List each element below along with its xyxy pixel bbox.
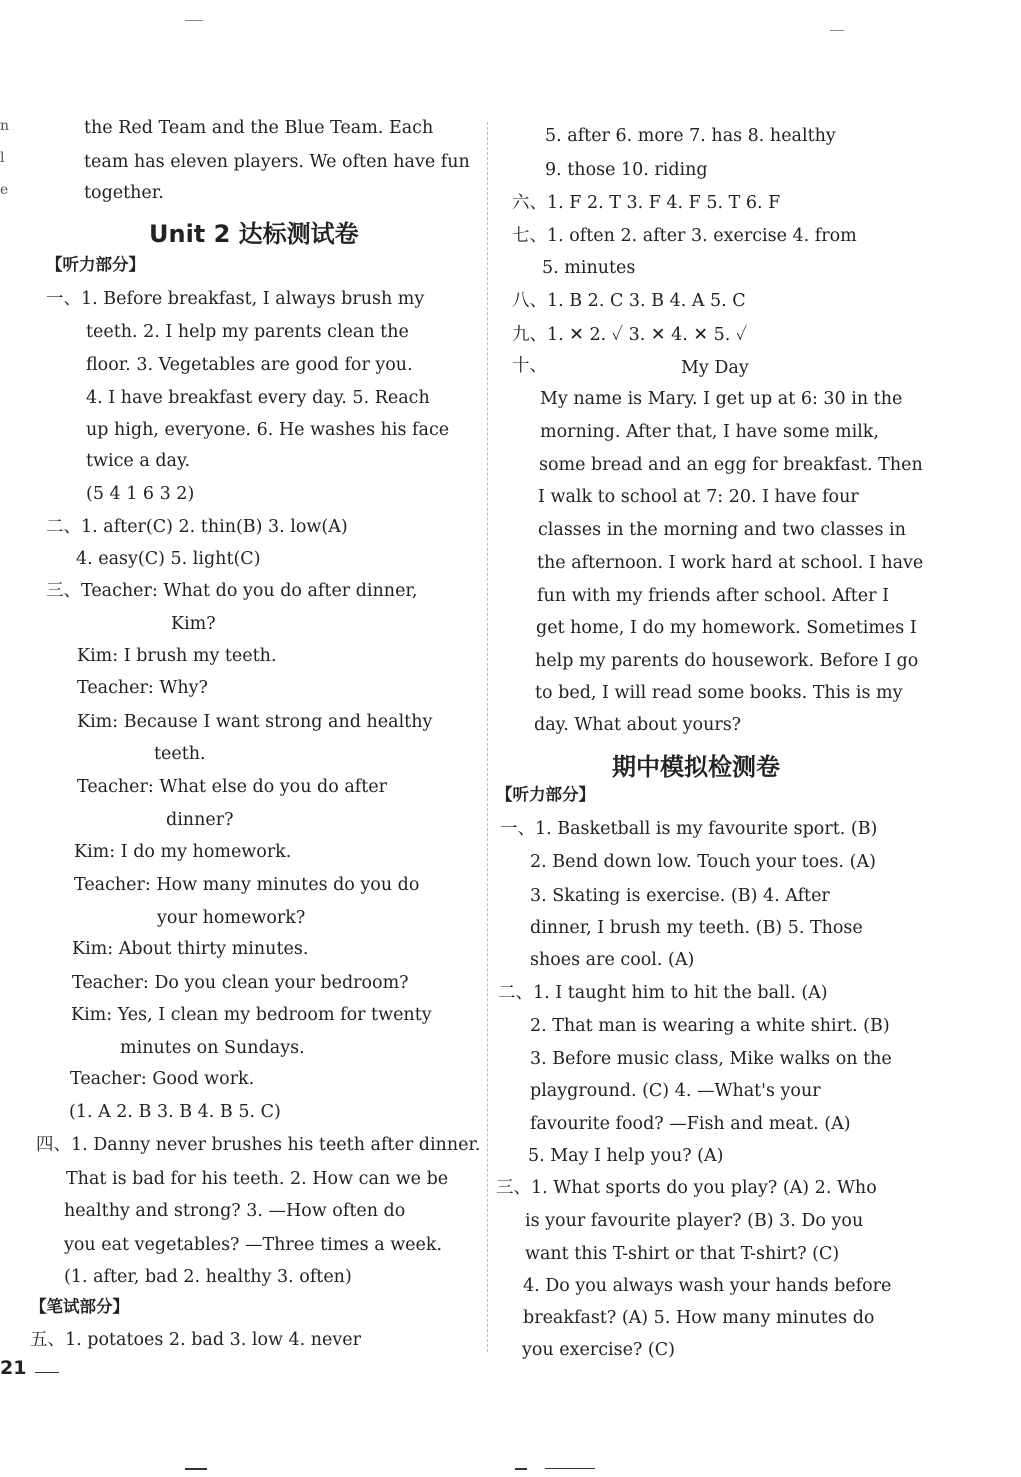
m3-line: breakfast? (A) 5. How many minutes do	[523, 1308, 875, 1328]
dialogue-line: dinner?	[166, 810, 234, 830]
scan-mark	[545, 1468, 595, 1469]
dialogue-line: Kim: About thirty minutes.	[72, 939, 309, 959]
m3-line: 4. Do you always wash your hands before	[523, 1276, 892, 1296]
q7-line: 七、1. often 2. after 3. exercise 4. from	[512, 226, 857, 246]
essay-line: classes in the morning and two classes in	[538, 520, 906, 540]
column-divider	[487, 122, 488, 1352]
dialogue-line: Teacher: How many minutes do you do	[74, 875, 420, 895]
m3-line: 三、1. What sports do you play? (A) 2. Who	[496, 1178, 877, 1198]
m1-line: shoes are cool. (A)	[530, 950, 695, 970]
essay-line: My name is Mary. I get up at 6: 30 in the	[540, 389, 903, 409]
m2-line: 二、1. I taught him to hit the ball. (A)	[498, 983, 828, 1003]
q4-answer: (1. after, bad 2. healthy 3. often)	[64, 1267, 352, 1287]
essay-line: fun with my friends after school. After I	[537, 586, 889, 606]
q1-line: twice a day.	[86, 451, 191, 471]
edge-fragment: n	[0, 118, 10, 134]
m2-line: playground. (C) 4. —What's your	[530, 1081, 821, 1101]
dialogue-line: Kim: Because I want strong and healthy	[77, 712, 433, 732]
dialogue-line: your homework?	[157, 908, 306, 928]
edge-fragment: l	[0, 150, 5, 166]
dialogue-line: 三、Teacher: What do you do after dinner,	[46, 581, 418, 601]
m1-line: 3. Skating is exercise. (B) 4. After	[530, 886, 830, 906]
q9-line: 九、1. ✕ 2. ✓ 3. ✕ 4. ✕ 5. ✓	[512, 325, 748, 345]
dialogue-line: Teacher: Why?	[77, 678, 208, 698]
q4-line: 四、1. Danny never brushes his teeth after dinner.	[36, 1135, 481, 1155]
essay-line: help my parents do housework. Before I go	[535, 651, 919, 671]
q3-answer: (1. A 2. B 3. B 4. B 5. C)	[69, 1102, 281, 1122]
intro-line: the Red Team and the Blue Team. Each	[84, 118, 434, 138]
m2-line: 2. That man is wearing a white shirt. (B)	[530, 1016, 890, 1036]
q4-line: you eat vegetables? —Three times a week.	[64, 1235, 443, 1255]
essay-line: morning. After that, I have some milk,	[540, 422, 879, 442]
q6-line: 六、1. F 2. T 3. F 4. F 5. T 6. F	[512, 193, 781, 213]
q1-line: up high, everyone. 6. He washes his face	[86, 420, 450, 440]
dialogue-line: Kim: Yes, I clean my bedroom for twenty	[71, 1005, 432, 1025]
m3-line: is your favourite player? (B) 3. Do you	[525, 1211, 864, 1231]
q8-line: 八、1. B 2. C 3. B 4. A 5. C	[512, 291, 746, 311]
unit-title: Unit 2 达标测试卷	[149, 220, 359, 248]
essay-line: some bread and an egg for breakfast. Then	[539, 455, 923, 475]
essay-line: I walk to school at 7: 20. I have four	[538, 487, 859, 507]
q2-line: 4. easy(C) 5. light(C)	[76, 549, 261, 569]
q5-line: 五、1. potatoes 2. bad 3. low 4. never	[30, 1330, 362, 1350]
midterm-title: 期中模拟检测卷	[612, 753, 780, 781]
edge-fragment: e	[0, 182, 9, 198]
q1-line: 4. I have breakfast every day. 5. Reach	[86, 388, 430, 408]
scan-mark	[830, 30, 844, 31]
dialogue-line: teeth.	[154, 744, 206, 764]
listening-header: 【听力部分】	[496, 785, 595, 804]
dialogue-line: minutes on Sundays.	[120, 1038, 305, 1058]
m2-line: favourite food? —Fish and meat. (A)	[530, 1114, 851, 1134]
q4-line: healthy and strong? 3. —How often do	[64, 1201, 406, 1221]
essay-line: day. What about yours?	[534, 715, 742, 735]
q1-line: 一、1. Before breakfast, I always brush my	[46, 289, 425, 309]
m3-line: you exercise? (C)	[522, 1340, 675, 1360]
q2-line: 二、1. after(C) 2. thin(B) 3. low(A)	[46, 517, 348, 537]
m3-line: want this T-shirt or that T-shirt? (C)	[525, 1244, 840, 1264]
scan-mark	[185, 1468, 207, 1470]
dialogue-line: Teacher: Good work.	[70, 1069, 255, 1089]
dialogue-line: Kim: I brush my teeth.	[77, 646, 277, 666]
writing-header: 【笔试部分】	[30, 1297, 129, 1316]
dialogue-line: Teacher: What else do you do after	[77, 777, 388, 797]
essay-title: My Day	[681, 358, 749, 378]
page-number: 21	[0, 1357, 27, 1379]
q10-label: 十、	[512, 356, 547, 376]
dialogue-line: Teacher: Do you clean your bedroom?	[72, 973, 409, 993]
listening-header: 【听力部分】	[46, 255, 145, 274]
m1-line: 2. Bend down low. Touch your toes. (A)	[530, 852, 876, 872]
m1-line: dinner, I brush my teeth. (B) 5. Those	[530, 918, 863, 938]
q5-line: 5. after 6. more 7. has 8. healthy	[545, 126, 836, 146]
m2-line: 5. May I help you? (A)	[528, 1146, 724, 1166]
q1-line: teeth. 2. I help my parents clean the	[86, 322, 409, 342]
dialogue-line: Kim: I do my homework.	[74, 842, 292, 862]
q7-line: 5. minutes	[542, 258, 636, 278]
essay-line: to bed, I will read some books. This is my	[535, 683, 903, 703]
scan-mark	[185, 20, 203, 21]
q1-answer: (5 4 1 6 3 2)	[86, 484, 195, 504]
dialogue-line: Kim?	[171, 614, 216, 634]
m2-line: 3. Before music class, Mike walks on the	[530, 1049, 892, 1069]
intro-line: together.	[84, 183, 164, 203]
essay-line: the afternoon. I work hard at school. I have	[537, 553, 924, 573]
page-number-dash	[35, 1372, 59, 1373]
scan-mark	[515, 1468, 527, 1470]
m1-line: 一、1. Basketball is my favourite sport. (B)	[500, 819, 878, 839]
q4-line: That is bad for his teeth. 2. How can we be	[66, 1169, 449, 1189]
essay-line: get home, I do my homework. Sometimes I	[536, 618, 917, 638]
q1-line: floor. 3. Vegetables are good for you.	[86, 355, 413, 375]
intro-line: team has eleven players. We often have fun	[84, 152, 470, 172]
q5-line: 9. those 10. riding	[545, 160, 708, 180]
